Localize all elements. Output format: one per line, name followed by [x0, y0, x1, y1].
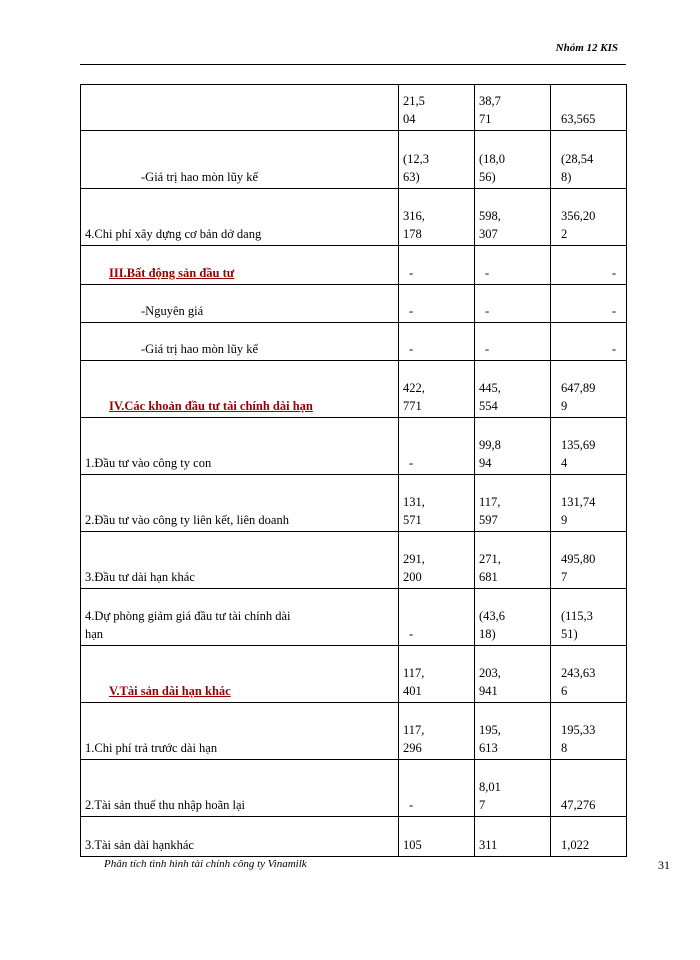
table-row [81, 361, 627, 418]
value-cell-col3: (28,54 8) [551, 131, 627, 189]
value-cell-col1: 105 [399, 817, 475, 857]
value-cell-col2: - [475, 323, 551, 361]
table-row [81, 285, 627, 323]
value-cell-col2: (43,6 18) [475, 589, 551, 646]
section-heading: IV.Các khoản đầu tư tài chính dài hạn [81, 361, 399, 418]
table-row [81, 246, 627, 285]
row-label: 4.Chi phí xây dựng cơ bản dở dang [81, 189, 399, 246]
value-cell-col1: 291, 200 [399, 532, 475, 589]
table-row [81, 589, 627, 646]
value-cell-col3: 647,89 9 [551, 361, 627, 418]
row-label: 3.Tài sản dài hạnkhác [81, 817, 399, 857]
value-cell-col2: 195, 613 [475, 703, 551, 760]
row-label: 1.Đầu tư vào công ty con [81, 418, 399, 475]
table-row [81, 817, 627, 857]
table-row [81, 418, 627, 475]
value-cell-col1: (12,3 63) [399, 131, 475, 189]
group-header: Nhóm 12 KIS [555, 42, 618, 54]
row-label: 2.Đầu tư vào công ty liên kết, liên doanh [81, 475, 399, 532]
header-rule [80, 64, 626, 65]
value-cell-col1: - [399, 285, 475, 323]
value-cell-col2: 38,7 71 [475, 85, 551, 131]
value-cell-col2: 99,8 94 [475, 418, 551, 475]
value-cell-col2: 271, 681 [475, 532, 551, 589]
value-cell-col1: - [399, 589, 475, 646]
section-heading: V.Tài sản dài hạn khác [81, 646, 399, 703]
value-cell-col3: 63,565 [551, 85, 627, 131]
value-cell-col1: 117, 296 [399, 703, 475, 760]
value-cell-col1: 117, 401 [399, 646, 475, 703]
table-row [81, 760, 627, 817]
financial-table [80, 84, 627, 857]
value-cell-col3: 135,69 4 [551, 418, 627, 475]
value-cell-col2: - [475, 246, 551, 285]
value-cell-col1: - [399, 418, 475, 475]
value-cell-col1: - [399, 323, 475, 361]
row-label: 4.Dự phòng giảm giá đầu tư tài chính dài hạn [81, 589, 399, 646]
value-cell-col2: 8,01 7 [475, 760, 551, 817]
row-label: 1.Chi phí trả trước dài hạn [81, 703, 399, 760]
page-number: 31 [658, 858, 670, 872]
value-cell-col2: 311 [475, 817, 551, 857]
table-row [81, 189, 627, 246]
section-heading: III.Bất động sản đầu tư [81, 246, 399, 285]
value-cell-col3: 243,63 6 [551, 646, 627, 703]
row-label: -Giá trị hao mòn lũy kế [81, 323, 399, 361]
value-cell-col3: (115,3 51) [551, 589, 627, 646]
value-cell-col3: 356,20 2 [551, 189, 627, 246]
value-cell-col2: (18,0 56) [475, 131, 551, 189]
value-cell-col2: 598, 307 [475, 189, 551, 246]
value-cell-col3: 1,022 [551, 817, 627, 857]
value-cell-col2: 117, 597 [475, 475, 551, 532]
value-cell-col1: - [399, 246, 475, 285]
value-cell-col3: - [551, 323, 627, 361]
value-cell-col3: 47,276 [551, 760, 627, 817]
value-cell-col3: 495,80 7 [551, 532, 627, 589]
table-row [81, 323, 627, 361]
table-row [81, 131, 627, 189]
table-row [81, 85, 627, 131]
value-cell-col1: 21,5 04 [399, 85, 475, 131]
row-label: -Nguyên giá [81, 285, 399, 323]
row-label: 2.Tài sản thuế thu nhập hoãn lại [81, 760, 399, 817]
row-label: 3.Đầu tư dài hạn khác [81, 532, 399, 589]
value-cell-col3: - [551, 246, 627, 285]
value-cell-col3: - [551, 285, 627, 323]
value-cell-col1: 316, 178 [399, 189, 475, 246]
value-cell-col3: 131,74 9 [551, 475, 627, 532]
table-row [81, 475, 627, 532]
value-cell-col1: - [399, 760, 475, 817]
value-cell-col1: 422, 771 [399, 361, 475, 418]
value-cell-col2: 445, 554 [475, 361, 551, 418]
value-cell-col3: 195,33 8 [551, 703, 627, 760]
value-cell-col1: 131, 571 [399, 475, 475, 532]
row-label: -Giá trị hao mòn lũy kế [81, 131, 399, 189]
table-row [81, 532, 627, 589]
financial-table-body [81, 85, 627, 857]
row-label [81, 85, 399, 131]
table-row [81, 646, 627, 703]
footer-title: Phân tích tình hình tài chính công ty Vinamilk [104, 858, 307, 870]
value-cell-col2: - [475, 285, 551, 323]
value-cell-col2: 203, 941 [475, 646, 551, 703]
table-row [81, 703, 627, 760]
